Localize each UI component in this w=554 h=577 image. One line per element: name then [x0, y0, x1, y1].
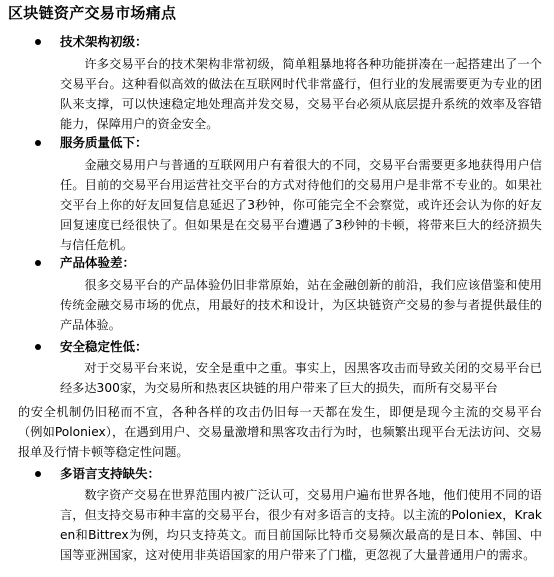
- section-heading: 技术架构初级：: [60, 34, 148, 49]
- section-heading: 安全稳定性低：: [60, 339, 148, 354]
- section-body: 数字资产交易在世界范围内被广泛认可，交易用户遍布世界各地，他们使用不同的语言，但支持交易市种丰富的交易平台，很少有对多语言的支持。以主流的Poloniex，Kraken和Bittrex为例，均只支持英文。而目前国际比特币交易频次最高的是日本、韩国、中国等亚洲国家，这对使用非英语国家的用户带来了门槛，更忽视了大量普通用户的需求。: [60, 488, 542, 562]
- section-body: 许多交易平台的技术架构非常初级，简单粗暴地将各种功能拼凑在一起搭建出了一个交易平台。这种看似高效的做法在互联网时代非常盛行，但行业的发展需要更为专业的团队来支撑，可以快速稳定地处理高并发交易，交易平台必须从底层提升系统的效率及容错能力，保障用户的资金安全。: [60, 57, 542, 131]
- bullet-icon: [35, 344, 41, 350]
- section-body: 很多交易平台的产品体验仍旧非常原始，站在金融创新的前沿，我们应该借鉴和使用传统金融交易市场的优点，用最好的技术和设计，为区块链资产交易的参与者提供最佳的产品体验。: [60, 278, 542, 332]
- section-body: 金融交易用户与普通的互联网用户有着很大的不同，交易平台需要更多地获得用户信任。目前的交易平台用运营社交平台的方式对待他们的交易用户是非常不专业的。如果社交平台上你的好友回复信息延迟了3秒钟，你可能完全不会察觉，或许还会认为你的好友回复速度已经很快了。但如果是在交易平台遭遇了3秒钟的卡顿，将带来巨大的经济损失与信任危机。: [60, 158, 542, 252]
- section-heading: 多语言支持缺失：: [60, 466, 161, 481]
- bullet-icon: [35, 471, 41, 477]
- section-heading: 服务质量低下：: [60, 135, 148, 150]
- document-title: 区块链资产交易市场痛点: [8, 4, 177, 22]
- section-body-continuation: 的安全机制仍旧秘而不宣，各种各样的攻击仍旧每一天都在发生，即便是现今主流的交易平台（例如Poloniex），在遇到用户、交易量激增和黑客攻击行为时，也频繁出现平台无法访问、交易报单及行情卡顿等稳定性问题。: [18, 405, 542, 459]
- section-body: 对于交易平台来说，安全是重中之重。事实上，因黑客攻击而导致关闭的交易平台已经多达300家，为交易所和热衷区块链的用户带来了巨大的损失，而所有交易平台: [60, 361, 542, 395]
- bullet-icon: [35, 39, 41, 45]
- section-heading: 产品体验差：: [60, 255, 136, 270]
- bullet-icon: [35, 260, 41, 266]
- bullet-icon: [35, 140, 41, 146]
